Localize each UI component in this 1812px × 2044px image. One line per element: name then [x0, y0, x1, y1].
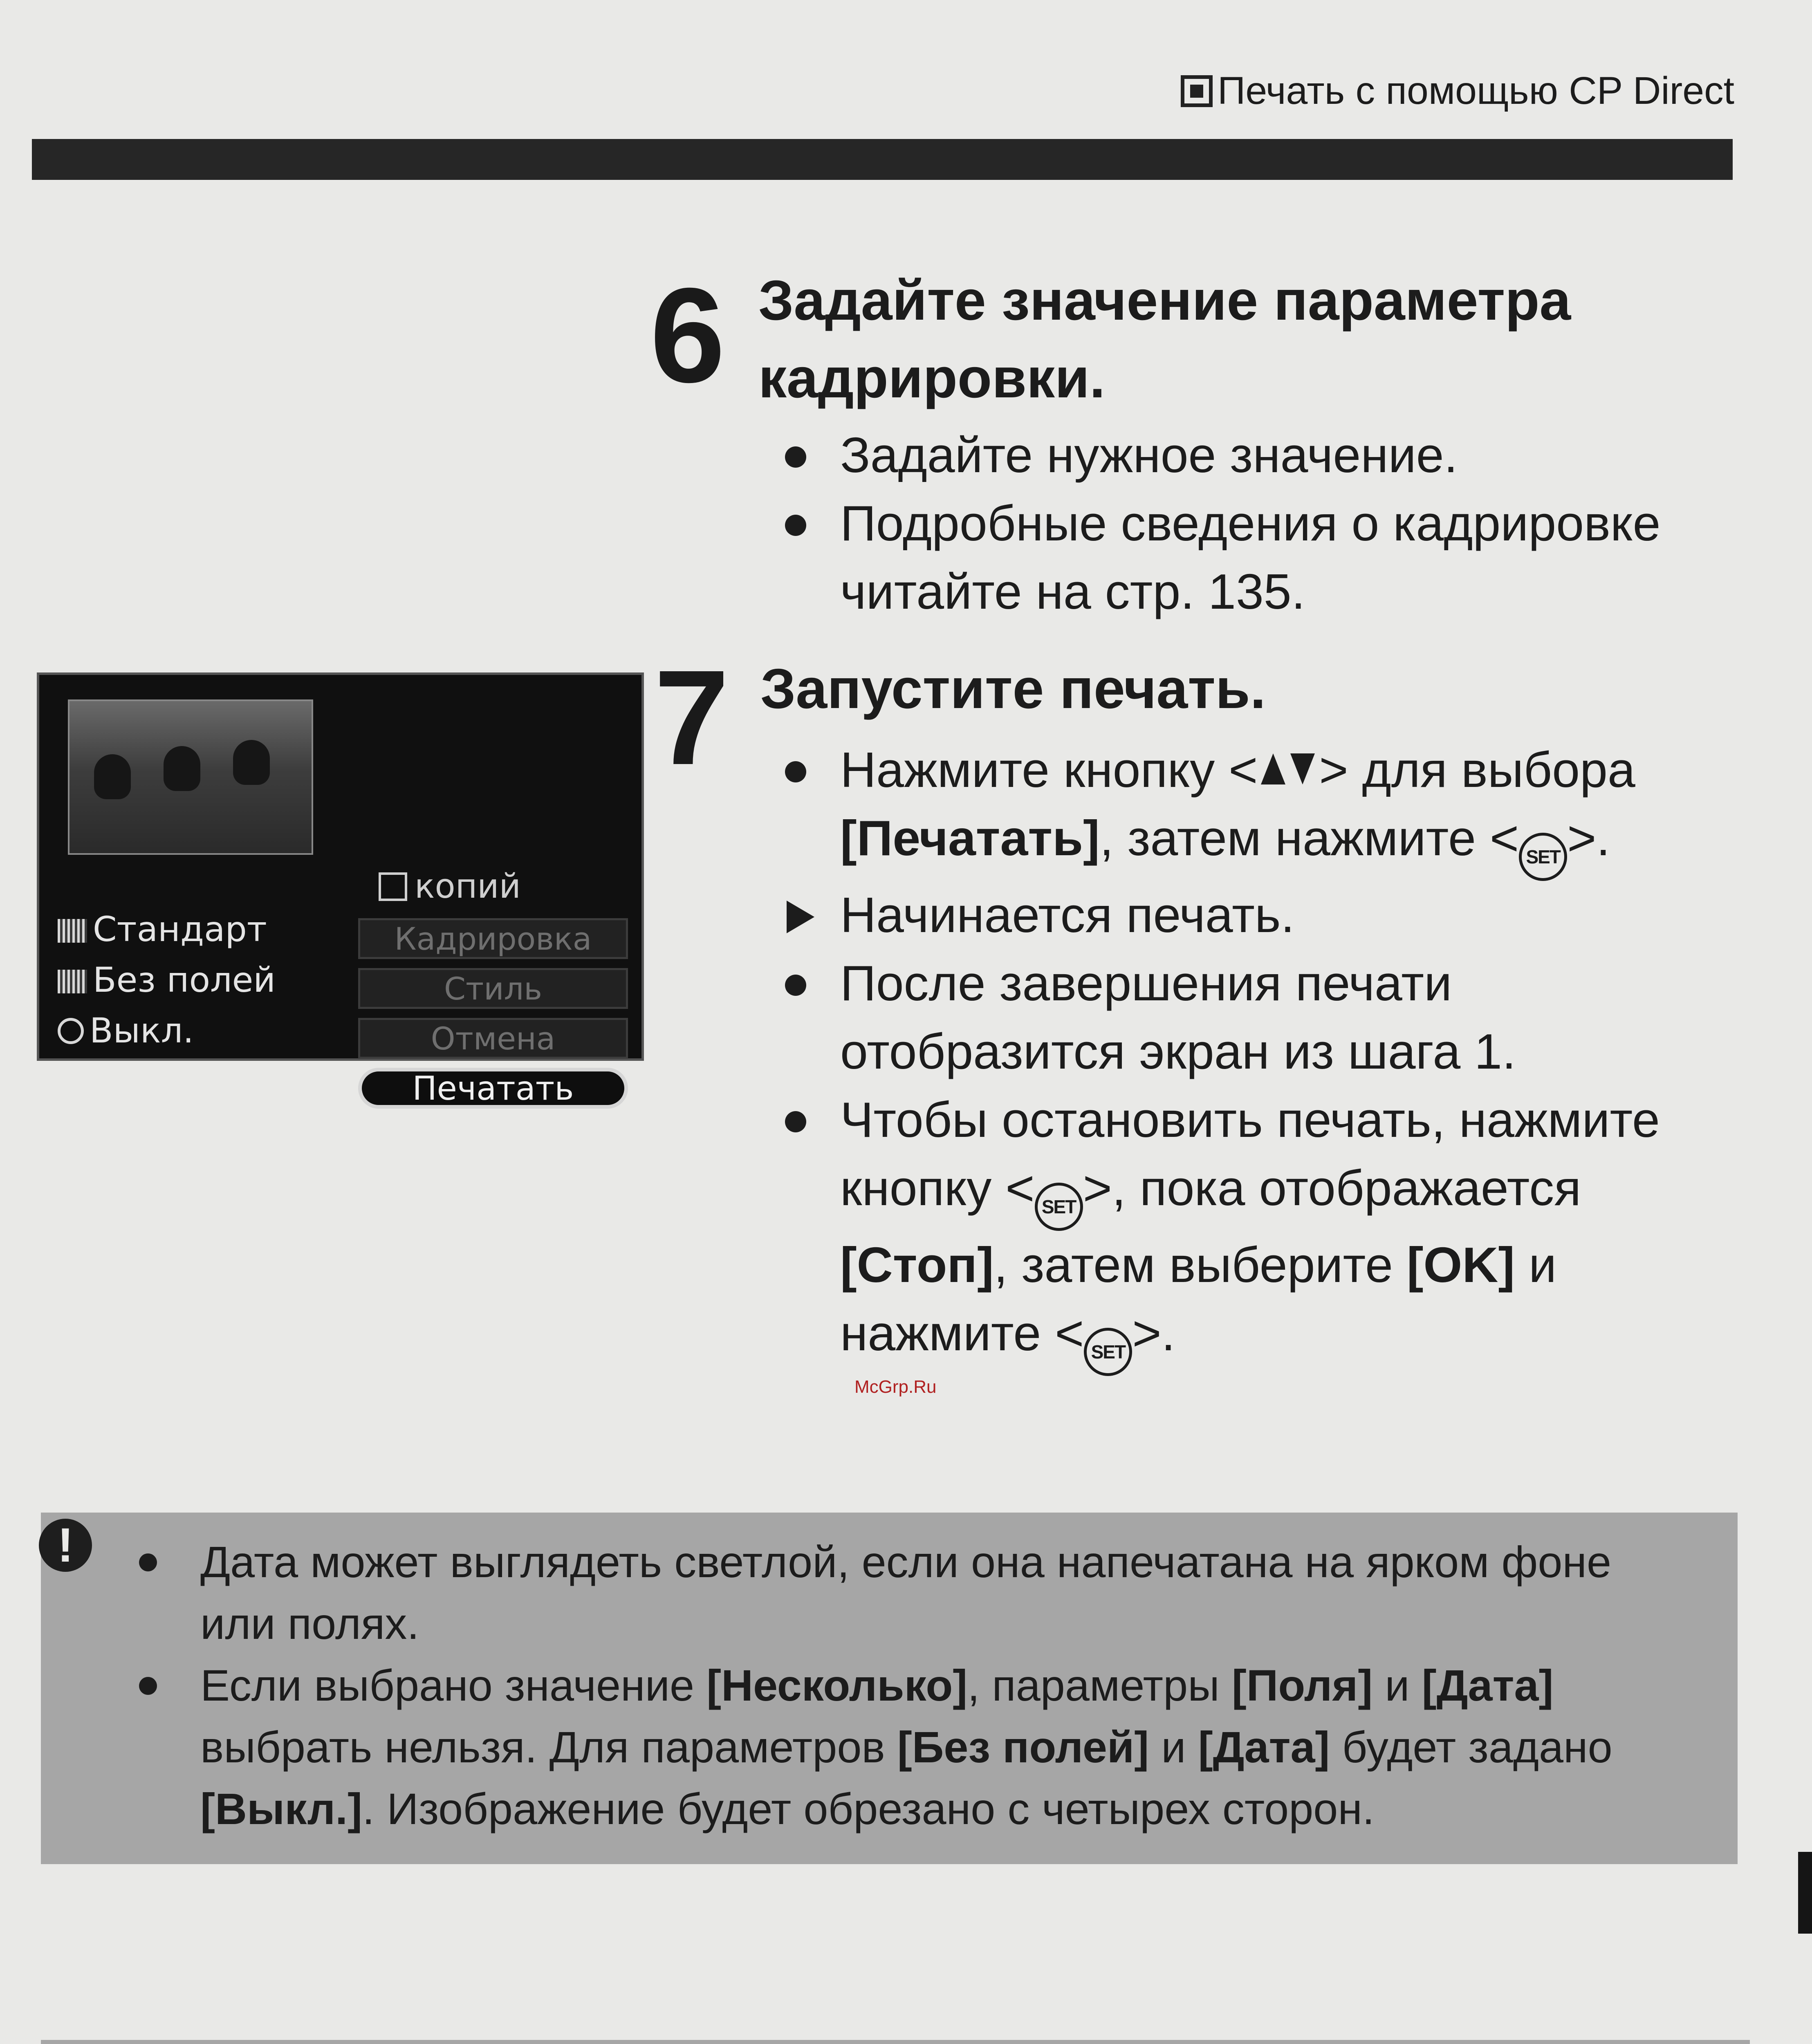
step-7-title: Запустите печать.	[760, 657, 1266, 720]
menu-item-print[interactable]: Печатать	[358, 1068, 628, 1109]
edge-tab	[1798, 1852, 1812, 1934]
list-item: Нажмите кнопку < > для выбора	[773, 736, 1660, 804]
caution-list	[41, 1531, 1738, 1840]
date-off-icon	[58, 1018, 84, 1044]
list-item: Дата может выглядеть светлой, если она напечатана на ярком фоне	[41, 1531, 1738, 1593]
direct-print-icon	[1181, 75, 1213, 107]
section-header	[1181, 69, 1734, 113]
list-item: [Печатать], затем нажмите < SET >.	[773, 804, 1660, 881]
camera-lcd-screen	[37, 672, 644, 1107]
step-6-title-line2: кадрировки.	[758, 347, 1106, 410]
preview-image	[68, 699, 313, 855]
watermark: McGrp.Ru	[854, 1377, 937, 1397]
list-item: читайте на стр. 135.	[840, 564, 1305, 619]
list-item: [Выкл.]. Изображение будет обрезано с четырех сторон.	[200, 1784, 1375, 1833]
option-off: Выкл.	[90, 1011, 194, 1051]
list-item: выбрать нельзя. Для параметров [Без полей] и [Дата] будет задано	[200, 1722, 1612, 1772]
note-box	[41, 2040, 1750, 2044]
list-item: нажмите < SET >.	[773, 1299, 1660, 1376]
paper-icon	[58, 919, 87, 943]
step-6-number: 6	[650, 260, 721, 410]
option-borderless: Без полей	[93, 960, 276, 1000]
lcd-menu	[358, 918, 628, 1118]
list-item: Начинается печать.	[773, 881, 1660, 949]
set-button-icon: SET	[1035, 1183, 1083, 1231]
section-header-text: Печать с помощью CP Direct	[1218, 69, 1734, 112]
list-item: Задайте нужное значение.	[773, 421, 1661, 489]
up-down-arrows-icon	[1258, 749, 1319, 789]
list-item: Подробные сведения о кадрировке	[773, 489, 1661, 558]
list-item: отобразится экран из шага 1.	[840, 1024, 1516, 1079]
print-options	[58, 904, 276, 1056]
borderless-icon	[58, 970, 87, 993]
step-7-bullets	[773, 736, 1660, 1376]
copies-icon	[379, 872, 407, 901]
step-6-bullets	[773, 421, 1661, 626]
menu-item-cancel[interactable]: Отмена	[358, 1018, 628, 1059]
list-item: [Стоп], затем выберите [OK] и	[840, 1237, 1557, 1293]
step-7-number: 7	[654, 642, 725, 793]
list-item: или полях.	[200, 1599, 419, 1648]
list-item: Чтобы остановить печать, нажмите	[773, 1086, 1660, 1154]
caution-icon: !	[39, 1519, 92, 1572]
menu-item-style[interactable]: Стиль	[358, 968, 628, 1009]
menu-item-crop[interactable]: Кадрировка	[358, 918, 628, 959]
set-button-icon: SET	[1084, 1328, 1132, 1376]
list-item: После завершения печати	[773, 949, 1660, 1018]
list-item: кнопку < SET >, пока отображается	[773, 1154, 1660, 1231]
copies-label: копий	[415, 867, 521, 906]
copies-field	[379, 867, 521, 906]
list-item: Если выбрано значение [Несколько], параметры [Поля] и [Дата]	[41, 1654, 1738, 1716]
header-bar	[32, 139, 1733, 180]
set-button-icon: SET	[1519, 833, 1567, 881]
step-6-title-line1: Задайте значение параметра	[758, 269, 1571, 332]
option-standard: Стандарт	[93, 909, 267, 949]
step-6-title	[758, 262, 1571, 417]
